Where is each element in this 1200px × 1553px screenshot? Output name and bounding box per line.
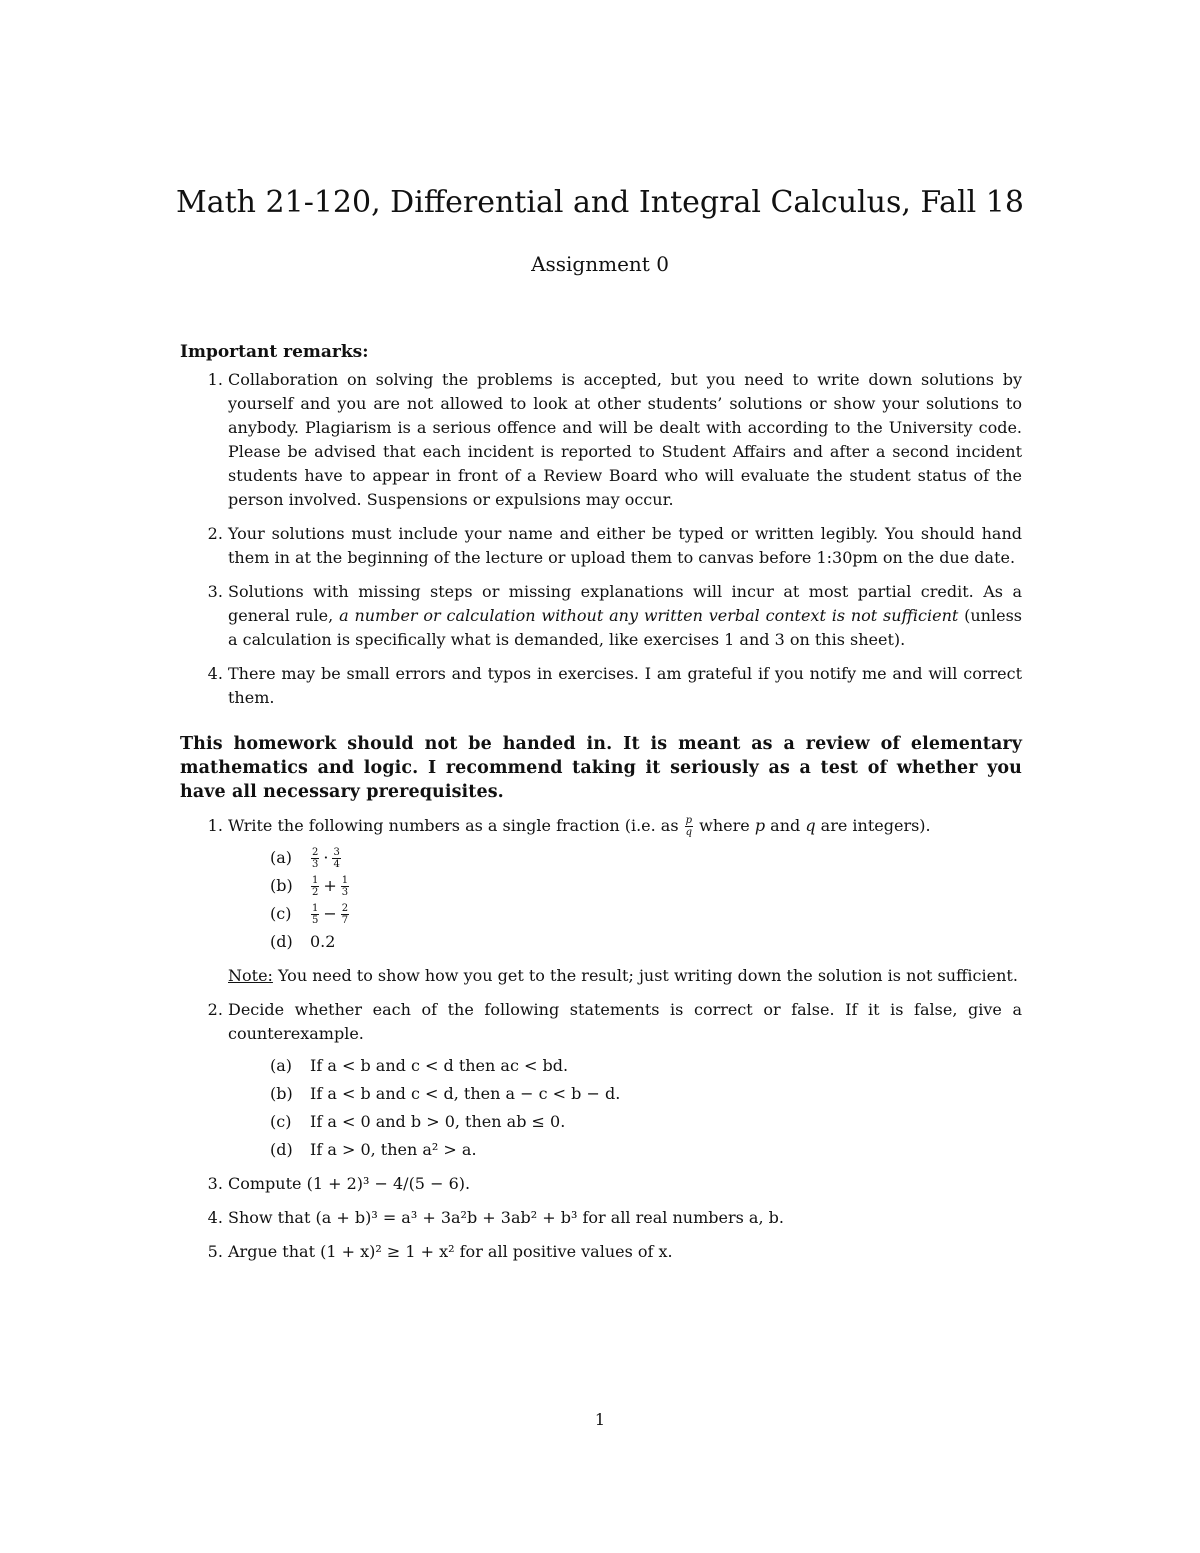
remark-item [228, 580, 1022, 652]
part-label: (b) [270, 1084, 293, 1103]
fraction-numerator: 1 [341, 875, 349, 886]
document-body [180, 340, 1022, 1274]
exercise-item: 5. Argue that (1 + x)² ≥ 1 + x² for all positive values of x. [228, 1240, 1022, 1264]
exercise-part [270, 930, 1022, 954]
exercise-item [228, 814, 1022, 988]
fraction-numerator: 3 [333, 847, 340, 858]
exercise-part [270, 1082, 1022, 1106]
fraction [311, 847, 319, 870]
fraction-denominator: 7 [341, 915, 349, 926]
part-label: (a) [270, 848, 293, 867]
fraction-denominator: 5 [312, 915, 319, 926]
exercise-item: 3. Compute (1 + 2)³ − 4/(5 − 6). [228, 1172, 1022, 1196]
fraction [311, 903, 319, 926]
part-label: (b) [270, 876, 293, 895]
remark-item: 1. Collaboration on solving the problems is accepted, but you need to write down solutions by yourself and you are not allowed to look at other students’ solutions or show your solutions to anybody. Plagiarism is a serious offence and will be dealt with according to the University code. Please be advised that each incident is reported to Student Affairs and after a second incident students have to appear in front of a Review Board who will evaluate the student status of the person involved. Suspensions or expulsions may occur. [228, 368, 1022, 512]
exercise-part [270, 1054, 1022, 1078]
remark-item: 4. There may be small errors and typos in exercises. I am grateful if you notify me and will correct them. [228, 662, 1022, 710]
fraction [341, 875, 349, 898]
fraction-numerator: 2 [312, 847, 319, 858]
fraction-denominator: 2 [312, 887, 319, 898]
exercise-item [228, 998, 1022, 1162]
part-text: If a > 0, then a² > a. [310, 1140, 477, 1159]
part-label: (c) [270, 1112, 292, 1131]
part-label: (d) [270, 1140, 293, 1159]
part-text: 0.2 [310, 932, 336, 951]
exercise-part [270, 1110, 1022, 1134]
exercise-text-part: where [694, 816, 755, 835]
fraction-denominator: 3 [341, 887, 349, 898]
remark-emphasis: a number or calculation without any written verbal context is not sufficient [339, 606, 959, 625]
exercise-text-part: and [765, 816, 806, 835]
remarks-heading: Important remarks: [180, 342, 369, 362]
fraction-denominator: 4 [333, 859, 340, 870]
fraction-numerator: p [685, 815, 693, 826]
math-operator: + [323, 876, 337, 895]
exercise-list [180, 814, 1022, 1264]
homework-notice: This homework should not be handed in. It is meant as a review of elementary mathematics and logic. I recommend taking it seriously as a test of whether you have all necessary prerequisites. [180, 734, 1022, 802]
part-text: If a < 0 and b > 0, then ab ≤ 0. [310, 1112, 566, 1131]
part-text: If a < b and c < d then ac < bd. [310, 1056, 569, 1075]
exercise-note [228, 964, 1022, 988]
exercise-text-part: are integers). [815, 816, 931, 835]
document-subtitle: Assignment 0 [531, 252, 669, 276]
fraction [685, 815, 693, 838]
fraction-denominator: 3 [312, 859, 319, 870]
exercise-part [270, 902, 1022, 926]
part-label: (c) [270, 904, 292, 923]
note-text: You need to show how you get to the result; just writing down the solution is not sufficient. [272, 966, 1018, 985]
exercise-part [270, 846, 1022, 870]
exercise-part [270, 874, 1022, 898]
fraction-numerator: 1 [312, 875, 319, 886]
remark-item: 2. Your solutions must include your name and either be typed or written legibly. You should hand them in at the beginning of the lecture or upload them to canvas before 1:30pm on the due date. [228, 522, 1022, 570]
remarks-list [180, 368, 1022, 710]
exercise-text-part: Write the following numbers as a single fraction (i.e. as [228, 816, 684, 835]
fraction [311, 875, 319, 898]
part-text: If a < b and c < d, then a − c < b − d. [310, 1084, 621, 1103]
part-label: (d) [270, 932, 293, 951]
exercise-text: 2. Decide whether each of the following statements is correct or false. If it is false, give a counterexample. [228, 1000, 1022, 1043]
math-variable: q [805, 816, 816, 835]
math-operator: · [323, 848, 329, 867]
page-number: 1 [594, 1410, 606, 1429]
exercise-parts [228, 1054, 1022, 1162]
note-label: Note: [228, 966, 273, 985]
part-label: (a) [270, 1056, 293, 1075]
math-variable: p [754, 816, 766, 835]
fraction-numerator: 2 [341, 903, 349, 914]
remark-text: (unless a calculation is specifically what is demanded, like exercises 1 and 3 on this sheet). [228, 606, 1022, 649]
fraction-denominator: q [685, 827, 693, 838]
exercise-parts [228, 846, 1022, 954]
math-operator: − [323, 904, 337, 923]
exercise-item: 4. Show that (a + b)³ = a³ + 3a²b + 3ab² + b³ for all real numbers a, b. [228, 1206, 1022, 1230]
exercise-text [228, 814, 1022, 838]
remark-text: Solutions with missing steps or missing explanations will incur at most partial credit. As a general rule, [228, 582, 1022, 625]
fraction-numerator: 1 [312, 903, 319, 914]
document-title: Math 21-120, Differential and Integral Calculus, Fall 18 [176, 185, 1024, 220]
fraction [341, 903, 349, 926]
fraction [332, 847, 340, 870]
exercise-part [270, 1138, 1022, 1162]
